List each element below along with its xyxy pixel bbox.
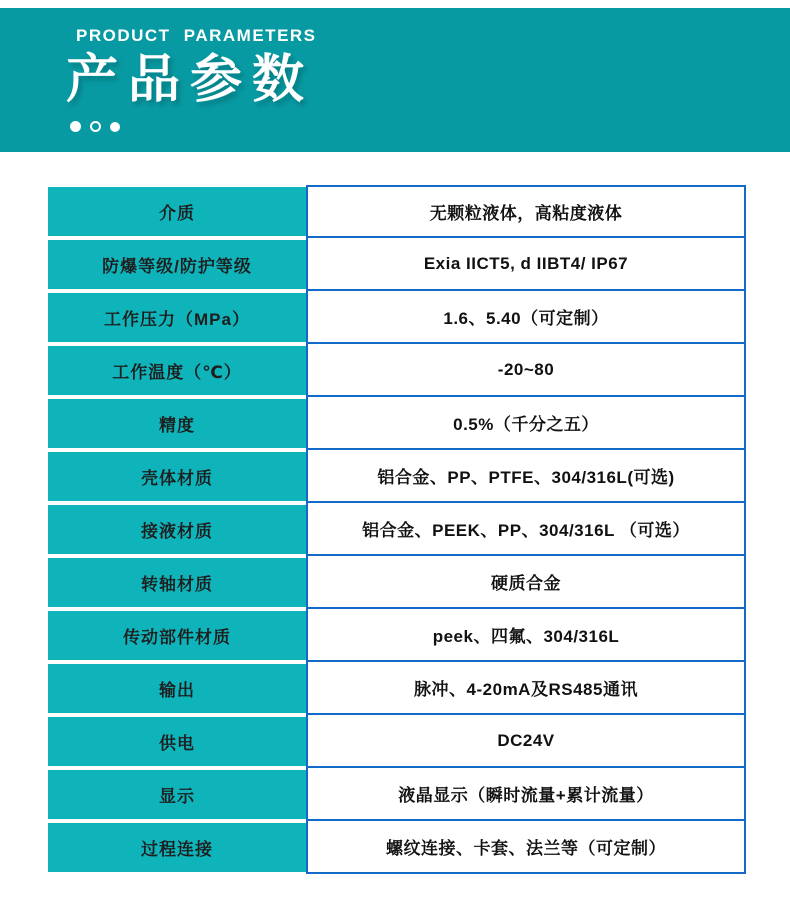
spec-value-cell: 液晶显示（瞬时流量+累计流量） bbox=[306, 768, 746, 821]
spec-label-cell: 输出 bbox=[48, 664, 306, 713]
dot-outline-icon bbox=[90, 121, 101, 132]
spec-label-cell: 过程连接 bbox=[48, 823, 306, 872]
spec-label-cell: 精度 bbox=[48, 399, 306, 448]
spec-label-cell: 接液材质 bbox=[48, 505, 306, 554]
spec-label-cell: 显示 bbox=[48, 770, 306, 819]
spec-label-cell: 工作温度（℃） bbox=[48, 346, 306, 395]
spec-value-cell: 1.6、5.40（可定制） bbox=[306, 291, 746, 344]
dot-indicator bbox=[70, 121, 790, 132]
spec-label-cell: 供电 bbox=[48, 717, 306, 766]
table-row bbox=[48, 503, 746, 556]
spec-label-cell: 工作压力（MPa） bbox=[48, 293, 306, 342]
dot-filled-icon bbox=[70, 121, 81, 132]
spec-table bbox=[48, 185, 746, 874]
dot-filled-icon bbox=[110, 122, 120, 132]
spec-label-cell: 介质 bbox=[48, 187, 306, 236]
spec-value-cell: peek、四氟、304/316L bbox=[306, 609, 746, 662]
table-row bbox=[48, 291, 746, 344]
page-title: 产品参数 bbox=[66, 51, 315, 109]
spec-label-cell: 转轴材质 bbox=[48, 558, 306, 607]
spec-label-cell: 传动部件材质 bbox=[48, 611, 306, 660]
spec-value-cell: 硬质合金 bbox=[306, 556, 746, 609]
table-row bbox=[48, 450, 746, 503]
header-eyebrow: PRODUCT PARAMETERS bbox=[76, 26, 317, 45]
table-row bbox=[48, 821, 746, 874]
table-row bbox=[48, 344, 746, 397]
spec-value-cell: 铝合金、PEEK、PP、304/316L （可选） bbox=[306, 503, 746, 556]
table-row bbox=[48, 397, 746, 450]
spec-value-cell: 0.5%（千分之五） bbox=[306, 397, 746, 450]
table-row bbox=[48, 715, 746, 768]
spec-value-cell: 无颗粒液体，高粘度液体 bbox=[306, 185, 746, 238]
spec-label-cell: 壳体材质 bbox=[48, 452, 306, 501]
spec-value-cell: -20~80 bbox=[306, 344, 746, 397]
table-row bbox=[48, 768, 746, 821]
spec-value-cell: Exia IICT5, d IIBT4/ IP67 bbox=[306, 238, 746, 291]
spec-value-cell: 铝合金、PP、PTFE、304/316L(可选) bbox=[306, 450, 746, 503]
table-row bbox=[48, 556, 746, 609]
table-row bbox=[48, 662, 746, 715]
header-banner bbox=[0, 8, 790, 152]
spec-value-cell: 脉冲、4-20mA及RS485通讯 bbox=[306, 662, 746, 715]
table-row bbox=[48, 609, 746, 662]
table-row bbox=[48, 238, 746, 291]
spec-label-cell: 防爆等级/防护等级 bbox=[48, 240, 306, 289]
spec-value-cell: 螺纹连接、卡套、法兰等（可定制） bbox=[306, 821, 746, 874]
spec-value-cell: DC24V bbox=[306, 715, 746, 768]
table-row bbox=[48, 185, 746, 238]
